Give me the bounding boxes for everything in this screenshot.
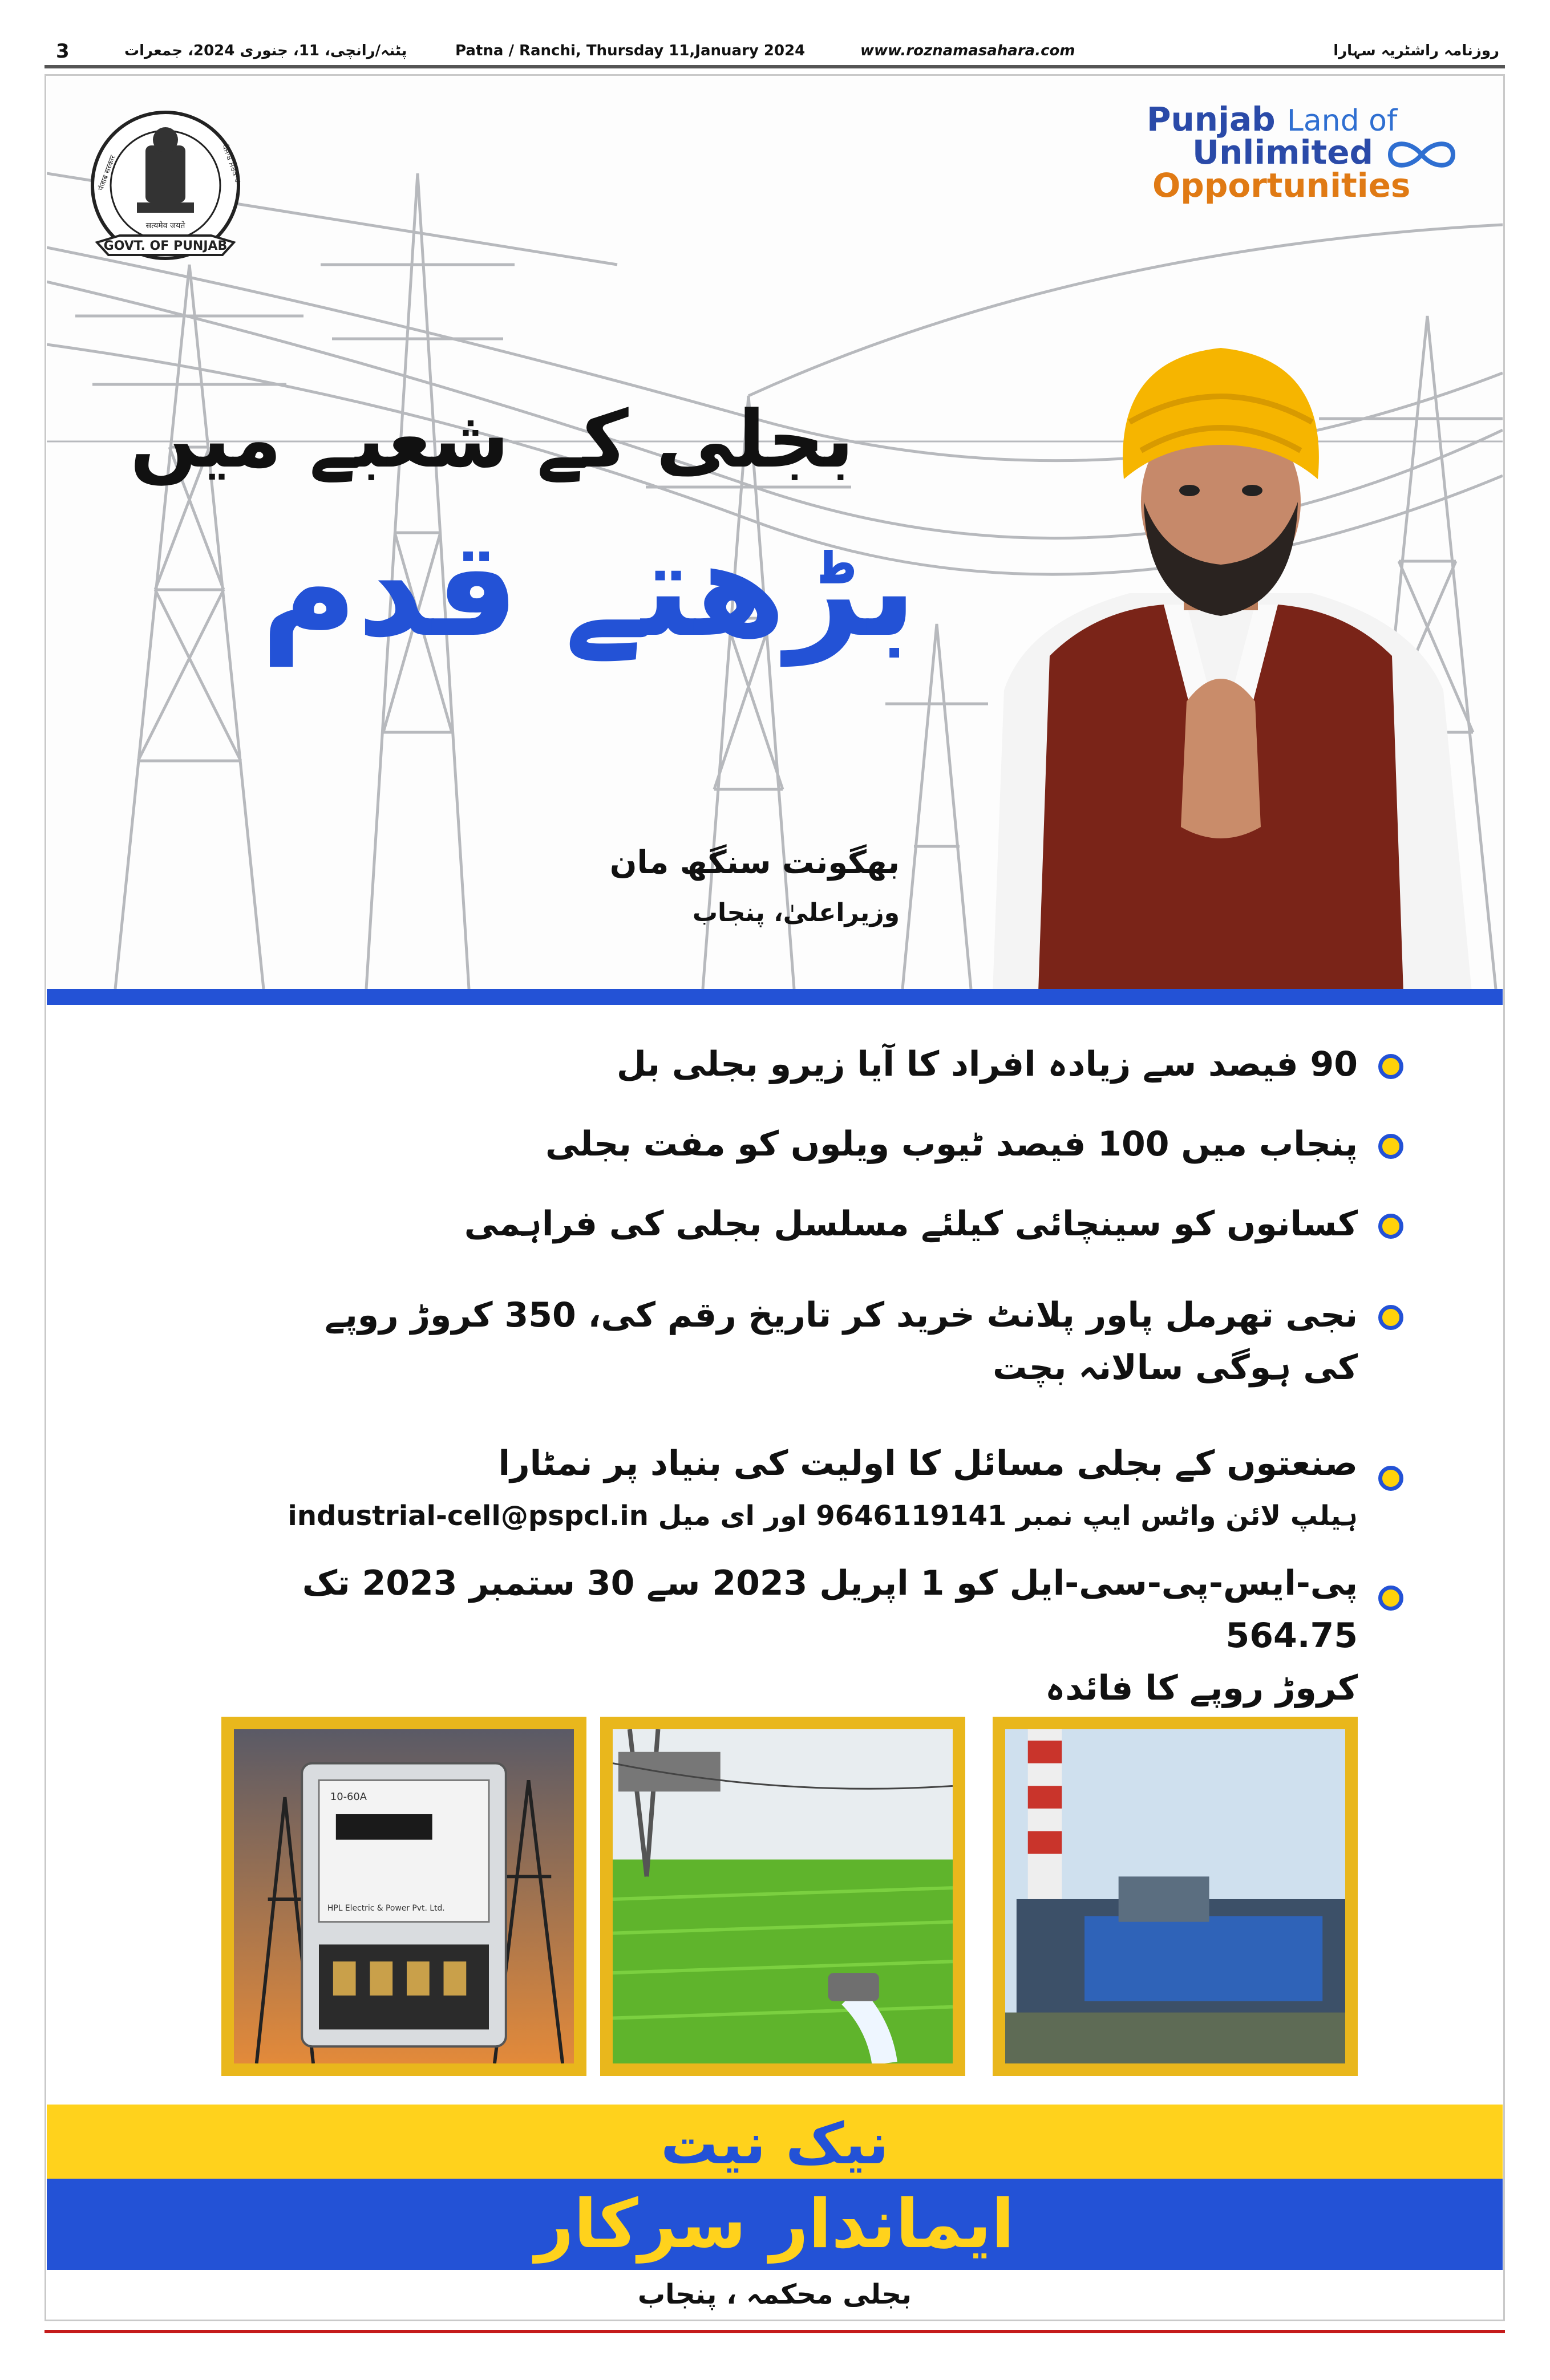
page-number: 3: [56, 40, 70, 63]
list-item: [171, 1038, 1358, 1090]
punjab-brand-logo: [1130, 100, 1449, 205]
bullet-dot-icon: [1378, 1305, 1403, 1330]
bullet-text-2: پنجاب میں 100 فیصد ٹیوب ویلوں کو مفت بجلی: [545, 1124, 1358, 1164]
hero-divider-band: [47, 989, 1503, 1005]
bottom-rule: [44, 2330, 1505, 2333]
bullet-text-3: کسانوں کو سینچائی کیلئے مسلسل بجلی کی فراہمی: [464, 1204, 1358, 1244]
chief-minister-portrait: [958, 336, 1483, 992]
seal-ribbon: GOVT. OF PUNJAB: [103, 239, 228, 253]
headline-line-2: بڑھتے قدم: [261, 514, 917, 666]
meter-brand: HPL Electric & Power Pvt. Ltd.: [327, 1903, 445, 1913]
photo-thermal-power-plant: [993, 1717, 1358, 2076]
brand-word-punjab: Punjab: [1147, 100, 1276, 139]
chief-minister-title: وزیراعلیٰ، پنجاب: [692, 898, 900, 927]
newspaper-header: [44, 40, 1505, 68]
list-item: [171, 1118, 1358, 1170]
bullet-dot-icon: [1378, 1586, 1403, 1611]
govt-of-punjab-seal: [80, 106, 251, 277]
masthead-title: روزنامہ راشٹریہ سہارا: [1333, 42, 1499, 59]
bullet-text-1: 90 فیصد سے زیادہ افراد کا آیا زیرو بجلی بل: [616, 1044, 1358, 1084]
bullet-text-4-cont: کی ہوگی سالانہ بچت: [993, 1348, 1358, 1388]
header-date-english: Patna / Ranchi, Thursday 11,January 2024: [455, 42, 806, 59]
seal-motto: सत्यमेव जयते: [145, 221, 185, 230]
department-name: بجلی محکمہ ، پنجاب: [637, 2278, 912, 2310]
bullet-text-6: پی-ایس-پی-سی-ایل کو 1 اپریل 2023 سے 30 ستمبر 2023 تک 564.75: [302, 1563, 1358, 1656]
header-date-urdu: پٹنہ/رانچی، 11، جنوری 2024، جمعرات: [124, 42, 407, 59]
list-item: [171, 1557, 1358, 1714]
list-item: [171, 1289, 1358, 1394]
seal-text-right: ਪੰਜਾਬ ਸਰਕਾਰ: [220, 143, 242, 184]
seal-text-left: पंजाब सरकार: [96, 154, 118, 192]
photo-electricity-meter: [221, 1717, 586, 2076]
header-website[interactable]: www.roznamasahara.com: [860, 42, 1075, 59]
helpline-text: ہیلپ لائن واٹس ایپ نمبر 9646119141 اور ای میل industrial-cell@pspcl.in: [288, 1500, 1358, 1532]
headline-line-1: بجلی کے شعبے میں: [129, 394, 854, 485]
brand-word-unlimited: Unlimited: [1192, 133, 1374, 172]
slogan-line-1: نیک نیت: [661, 2110, 889, 2177]
bullet-dot-icon: [1378, 1214, 1403, 1239]
bullet-text-4: نجی تھرمل پاور پلانٹ خرید کر تاریخ رقم کی، 350 کروڑ روپے: [325, 1295, 1358, 1335]
brand-word-land-of: Land of: [1286, 104, 1398, 138]
meter-model: 10-60A: [330, 1791, 367, 1803]
slogan-line-2: ایماندار سرکار: [535, 2184, 1015, 2263]
bullet-dot-icon: [1378, 1134, 1403, 1159]
bullet-dot-icon: [1378, 1054, 1403, 1079]
bullet-text-5: صنعتوں کے بجلی مسائل کا اولیت کی بنیاد پر نمٹارا: [498, 1444, 1358, 1483]
photo-green-field-tubewell: [600, 1717, 965, 2076]
list-item: [171, 1437, 1358, 1542]
chief-minister-name: بھگونت سنگھ مان: [609, 844, 900, 881]
bullet-dot-icon: [1378, 1466, 1403, 1491]
bullet-text-6-cont: کروڑ روپے کا فائدہ: [1045, 1668, 1358, 1708]
list-item: [171, 1198, 1358, 1250]
brand-word-opportunities: Opportunities: [1152, 166, 1411, 205]
infinity-icon: [1385, 140, 1459, 169]
